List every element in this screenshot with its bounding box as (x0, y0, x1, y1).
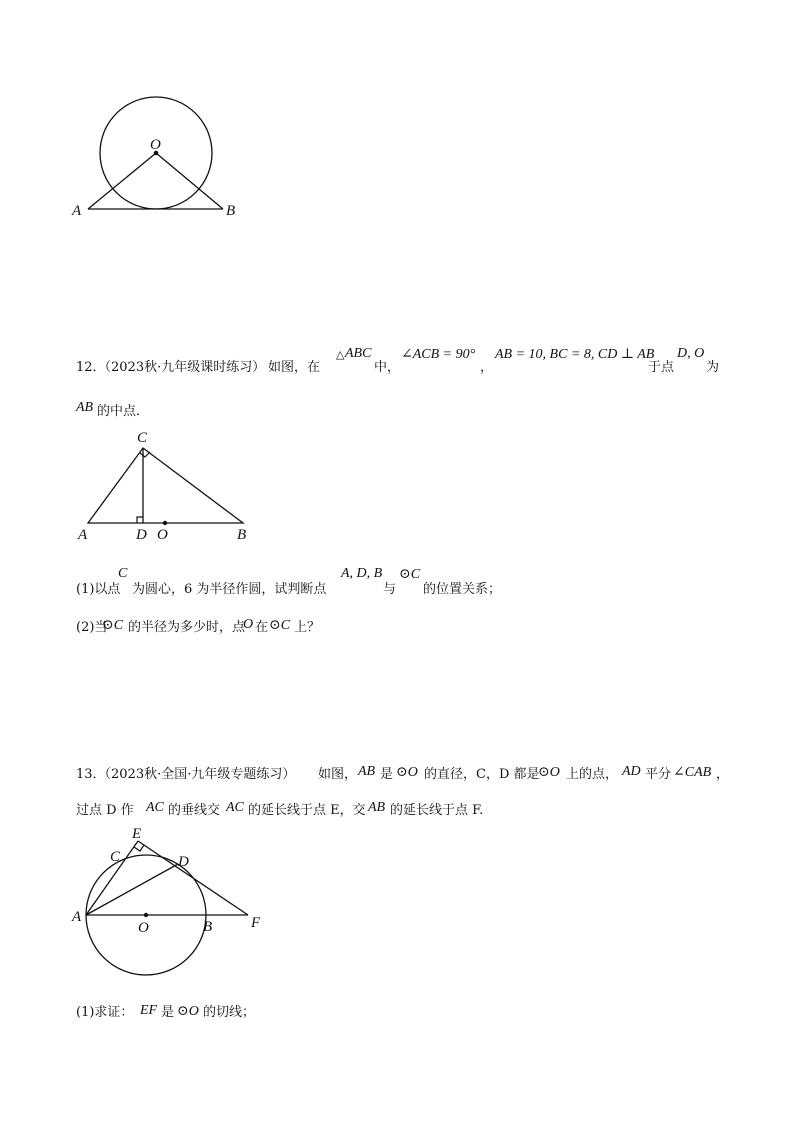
segment-ad (86, 864, 178, 915)
q12-conditions: AB = 10, BC = 8, CD ⊥ AB (495, 347, 655, 362)
q12-p1-with: 与 (383, 582, 397, 597)
q12-number: 12． (76, 360, 106, 375)
q13-l2-b: 的垂线交 (168, 803, 221, 818)
right-angle-e (134, 845, 144, 851)
q12-p1-c: C (118, 566, 128, 581)
q13-circle: ⊙O (396, 765, 418, 780)
q13-angle: ∠CAB (673, 765, 712, 780)
q13-ab: AB (358, 764, 376, 779)
q12-source: （2023秋·九年级课时练习） (98, 360, 266, 375)
q13-source: （2023秋·全国·九年级专题练习） (98, 767, 296, 782)
q13-text-6: ， (716, 767, 730, 782)
triangle-abc (88, 448, 243, 523)
figure-circle-tangent (60, 820, 280, 990)
q13-l2-d: 的延长线于点 F. (390, 803, 484, 818)
q12-triangle-symbol: △ (336, 349, 345, 361)
label-b: B (226, 203, 236, 219)
label-d: D (178, 854, 189, 870)
label-d: D (136, 527, 147, 543)
q12-angle: ∠ACB = 90° (401, 347, 476, 362)
q12-p2-o: O (243, 617, 254, 632)
q12-p2-circle: ⊙C (102, 618, 124, 633)
q13-ab2: AB (368, 800, 386, 815)
q13-text-4: 上的点， (566, 767, 619, 782)
label-b: B (203, 919, 213, 935)
figure-triangle-abc (70, 425, 270, 545)
label-o: O (157, 527, 168, 543)
right-angle-d (137, 517, 143, 523)
q13-ad: AD (622, 764, 641, 779)
q13-p1-suffix: 的切线； (203, 1005, 256, 1020)
q13-p1-prefix: (1)求证： (76, 1005, 134, 1020)
center-dot (144, 913, 148, 917)
label-o: O (150, 137, 161, 153)
q12-p1-mid: 为圆心，6 为半径作圆，试判断点 (132, 582, 327, 597)
q13-text-3: 的直径，C，D 都是 (424, 767, 540, 782)
q13-text-5: 平分 (645, 767, 672, 782)
label-e: E (132, 826, 142, 842)
label-c: C (137, 430, 148, 446)
label-f: F (251, 915, 261, 931)
q12-triangle-name: ABC (345, 346, 372, 361)
label-c: C (110, 849, 121, 865)
q12-ab: AB (76, 400, 94, 415)
q12-text-3: ， (480, 360, 494, 375)
q12-midpoint-text: 的中点． (97, 404, 150, 419)
q13-p1-ef: EF (140, 1003, 158, 1018)
figure-circle-oab (60, 90, 260, 230)
q12-p2-prefix: (2)当 (76, 620, 108, 635)
q12-p2-circle2: ⊙C (269, 618, 291, 633)
q12-text-4: 于点 (648, 360, 675, 375)
q13-number: 13． (76, 767, 106, 782)
q13-text-2: 是 (380, 767, 394, 782)
q13-ac: AC (146, 800, 164, 815)
label-a: A (78, 527, 88, 543)
q13-p1-is: 是 (161, 1005, 175, 1020)
label-a: A (72, 909, 82, 925)
q12-p1-points: A, D, B (341, 566, 383, 581)
q12-p1-suffix: 的位置关系； (423, 582, 502, 597)
q12-p2-at: 在 (255, 620, 269, 635)
q12-p1-prefix: (1)以点 (76, 582, 121, 597)
q13-text-1: 如图， (318, 767, 358, 782)
q13-circle2: ⊙O (538, 765, 560, 780)
right-angle-c (140, 452, 150, 457)
segment-ef (138, 841, 248, 915)
midpoint-o-dot (163, 521, 167, 525)
q13-l2-c: 的延长线于点 E，交 (248, 803, 366, 818)
q12-p2-suffix: 上？ (294, 620, 321, 635)
segment-ob (156, 153, 223, 209)
label-o: O (138, 920, 149, 936)
q12-points: D, O (677, 346, 705, 361)
q12-p1-circle: ⊙C (399, 567, 421, 582)
label-b: B (237, 527, 247, 543)
q12-text-5: 为 (706, 360, 720, 375)
q13-ac2: AC (226, 800, 244, 815)
segment-oa (88, 153, 156, 209)
q12-text-2: 中， (374, 360, 401, 375)
label-a: A (72, 203, 82, 219)
q12-text-1: 如图，在 (268, 360, 321, 375)
q12-p2-mid: 的半径为多少时，点 (128, 620, 246, 635)
q13-p1-circle: ⊙O (177, 1004, 199, 1019)
q13-l2-a: 过点 D 作 (76, 803, 134, 818)
